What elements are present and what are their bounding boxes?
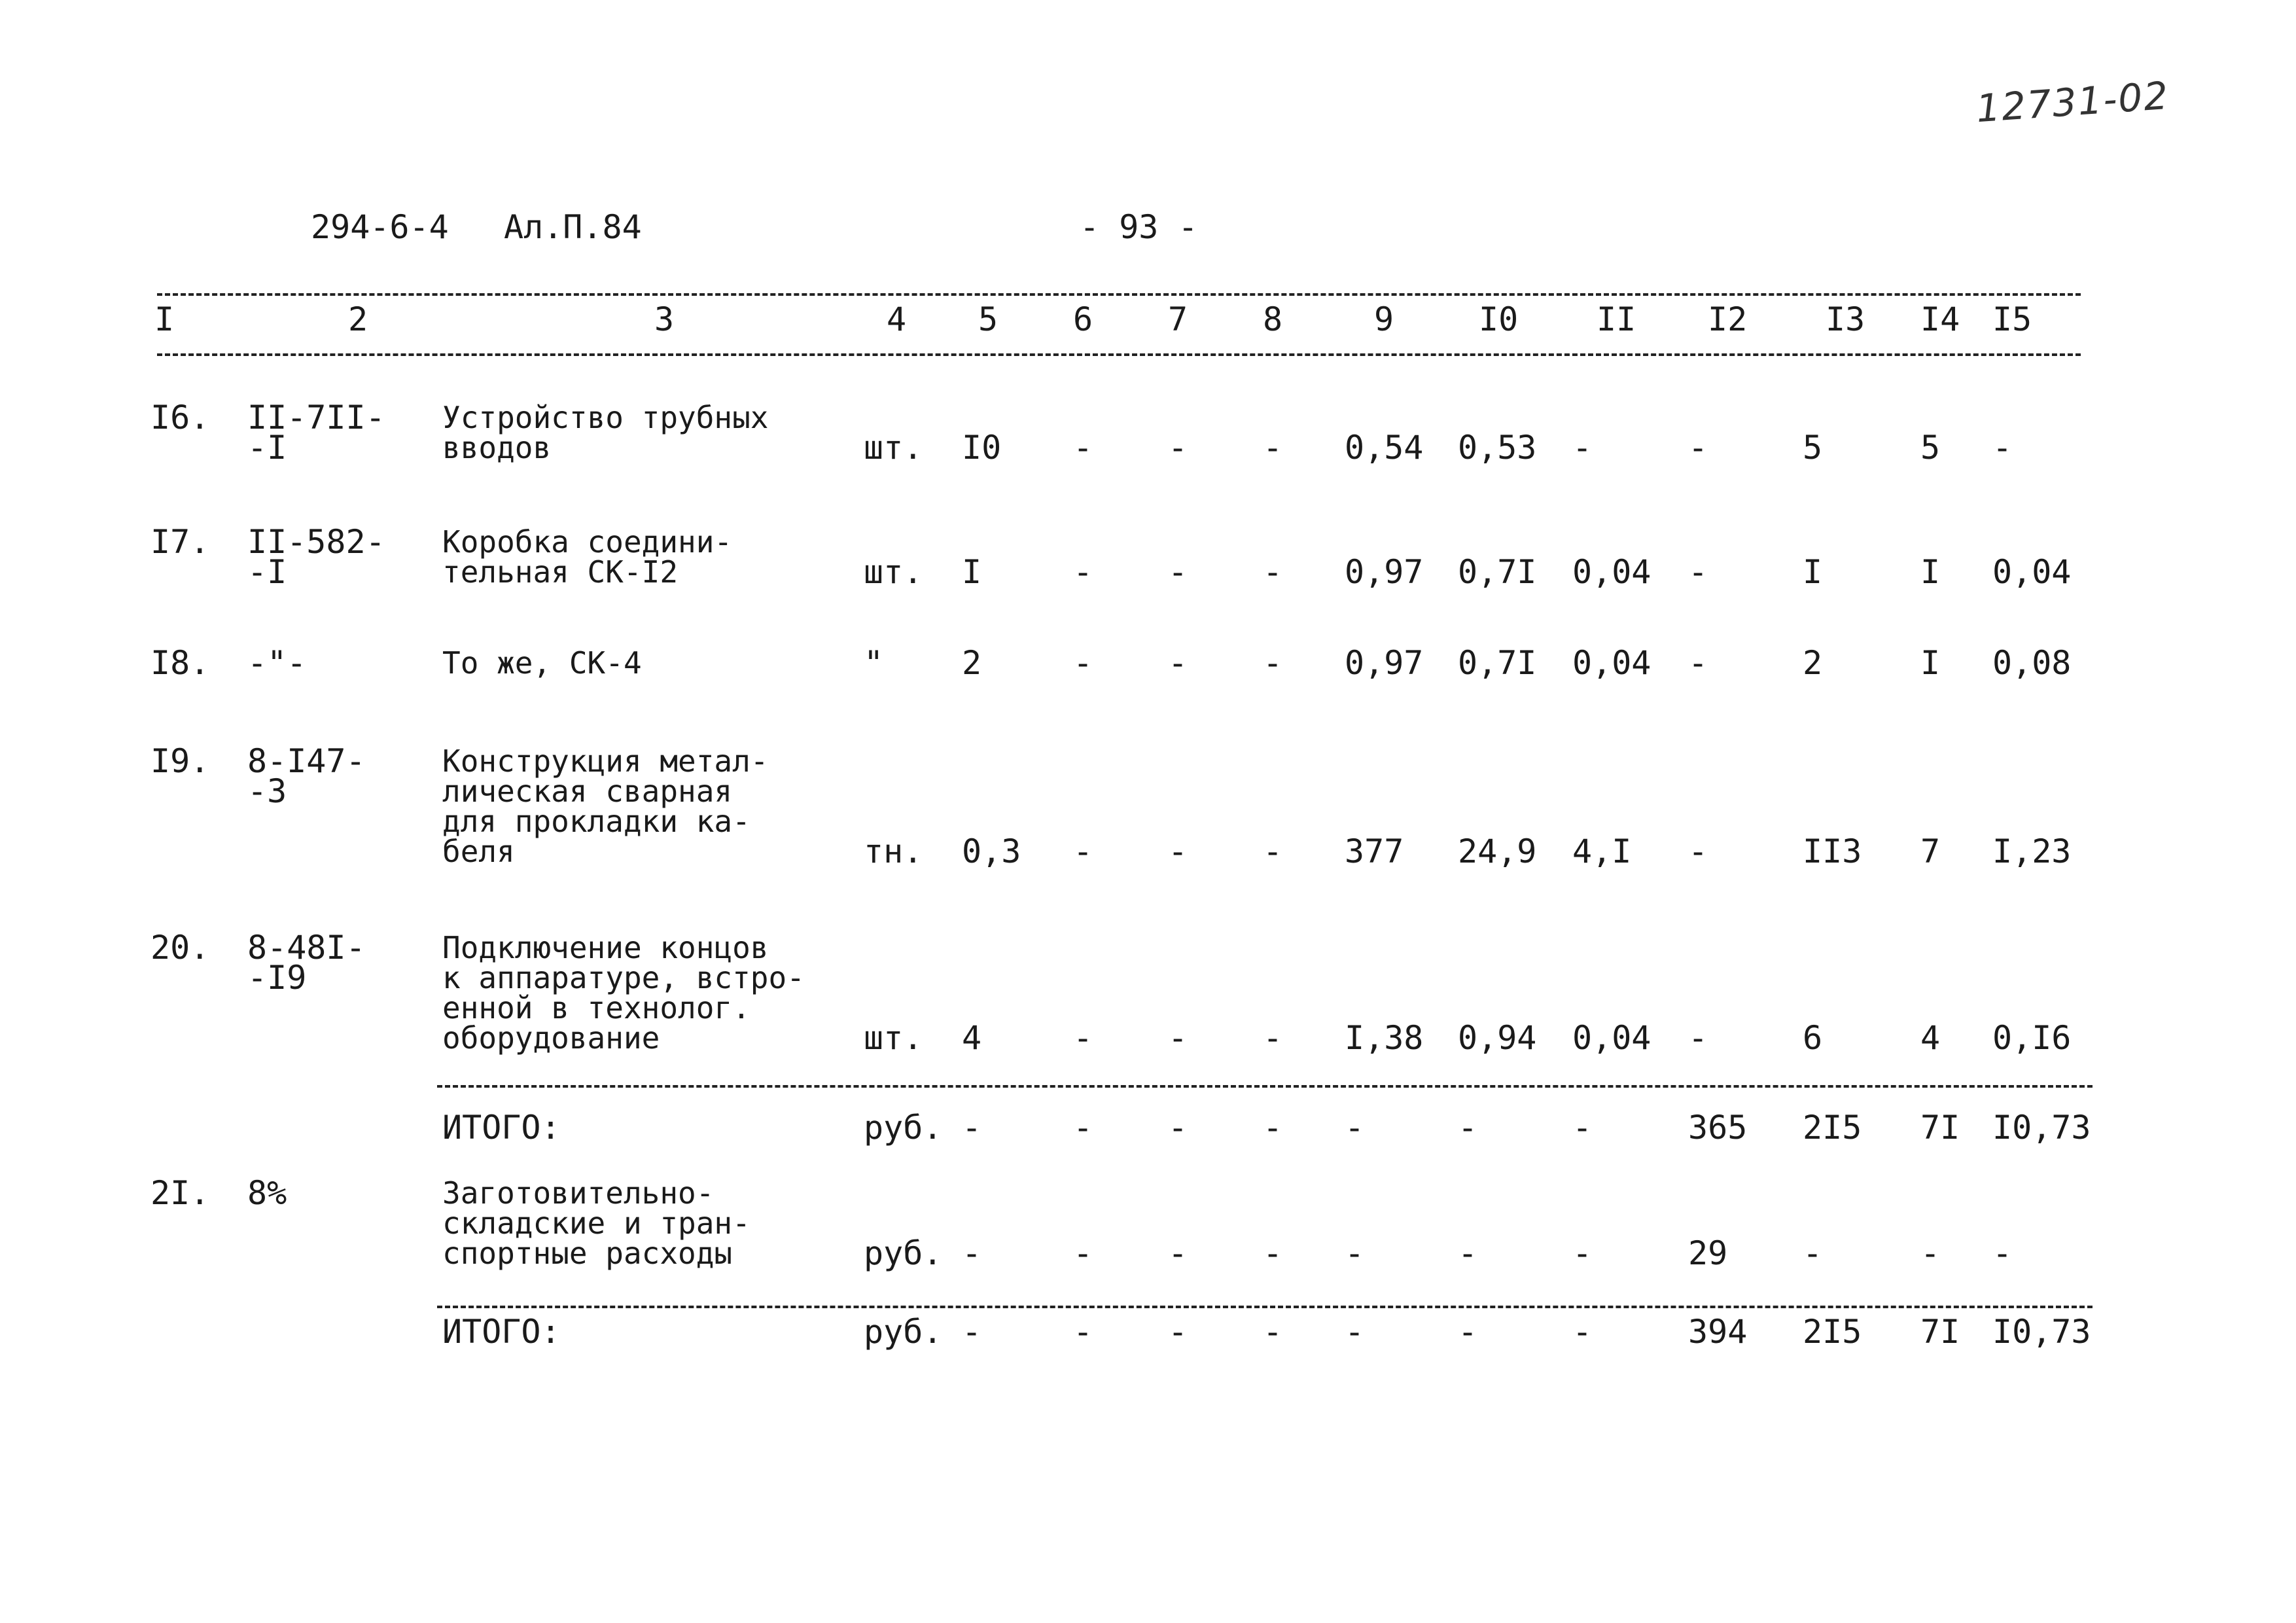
row-value: 7	[1920, 832, 1941, 870]
column-header: 2	[348, 300, 368, 338]
row-value: -	[1345, 1234, 1365, 1272]
table-top-rule	[157, 293, 2081, 296]
handwritten-document-number: 12731-02	[1974, 73, 2171, 132]
subtotal-label: ИТОГО:	[442, 1109, 561, 1147]
row-unit: руб.	[864, 1313, 943, 1351]
column-header: 3	[654, 300, 675, 338]
row-value: -	[1263, 1109, 1283, 1147]
row-value: -	[1572, 1234, 1593, 1272]
row-value: -	[1920, 1234, 1941, 1272]
row-value: 0,04	[1572, 644, 1651, 682]
row-value: -	[1073, 832, 1093, 870]
row-code: II-7II- -I	[247, 399, 385, 467]
column-header: 7	[1168, 300, 1188, 338]
row-value: -	[1572, 429, 1593, 467]
row-value: -	[1263, 832, 1283, 870]
row-value: I,23	[1992, 832, 2072, 870]
row-value: 0,08	[1992, 644, 2072, 682]
row-value: -	[1688, 553, 1708, 591]
row-value: 5	[1920, 429, 1941, 467]
header-code: 294-6-4	[311, 208, 449, 246]
row-value: -	[1688, 1019, 1708, 1057]
row-value: -	[1263, 553, 1283, 591]
column-header: 4	[887, 300, 907, 338]
row-value: -	[1073, 1109, 1093, 1147]
column-header: I2	[1708, 300, 1748, 338]
row-value: II3	[1803, 832, 1862, 870]
row-value: I0,73	[1992, 1313, 2091, 1351]
row-value: 7I	[1920, 1109, 1960, 1147]
row-unit: тн.	[864, 832, 923, 870]
row-value: -	[1803, 1234, 1823, 1272]
row-value: 0,7I	[1458, 553, 1537, 591]
subtotal-rule	[437, 1085, 2093, 1088]
row-description: Заготовительно- складские и тран- спортные расходы	[442, 1175, 751, 1271]
total-rule	[437, 1306, 2093, 1308]
row-number: 20.	[150, 929, 210, 967]
row-value: 0,97	[1345, 553, 1424, 591]
column-header: 5	[978, 300, 998, 338]
row-unit: руб.	[864, 1234, 943, 1272]
column-header: I5	[1992, 300, 2032, 338]
row-value: 0,94	[1458, 1019, 1537, 1057]
column-header: 9	[1374, 300, 1394, 338]
row-value: I	[1803, 553, 1823, 591]
row-number: I9.	[150, 742, 210, 780]
row-value: -	[962, 1313, 982, 1351]
column-header: I0	[1479, 300, 1519, 338]
row-code: 8-48I- -I9	[247, 929, 366, 997]
row-value: 4,I	[1572, 832, 1632, 870]
row-code: II-582- -I	[247, 523, 385, 591]
column-header: 8	[1263, 300, 1283, 338]
column-header: II	[1597, 300, 1636, 338]
row-value: -	[1992, 429, 2013, 467]
row-number: 2I.	[150, 1174, 210, 1212]
row-value: -	[1168, 1313, 1188, 1351]
row-code: -"-	[247, 644, 307, 682]
row-unit: "	[864, 644, 884, 682]
row-value: -	[1263, 1019, 1283, 1057]
total-label: ИТОГО:	[442, 1313, 561, 1351]
row-unit: руб.	[864, 1109, 943, 1147]
row-value: -	[1073, 644, 1093, 682]
row-code: 8-I47- -3	[247, 742, 366, 810]
row-value: -	[1572, 1109, 1593, 1147]
row-value: 0,54	[1345, 429, 1424, 467]
row-value: I	[1920, 553, 1941, 591]
row-value: 0,I6	[1992, 1019, 2072, 1057]
row-value: -	[1458, 1313, 1478, 1351]
column-header-rule	[157, 353, 2081, 356]
row-description: Конструкция метал- лическая сварная для прокладки ка- беля	[442, 743, 769, 869]
row-value: -	[1263, 429, 1283, 467]
row-value: -	[1345, 1109, 1365, 1147]
row-value: 4	[1920, 1019, 1941, 1057]
column-header: 6	[1073, 300, 1093, 338]
row-code: 8%	[247, 1174, 287, 1212]
row-value: -	[1688, 832, 1708, 870]
row-value: 0,04	[1992, 553, 2072, 591]
row-value: -	[962, 1109, 982, 1147]
row-description: То же, СК-4	[442, 645, 642, 681]
row-value: 0,7I	[1458, 644, 1537, 682]
row-value: -	[1168, 832, 1188, 870]
row-value: -	[1168, 429, 1188, 467]
row-number: I7.	[150, 523, 210, 561]
row-value: -	[1458, 1234, 1478, 1272]
row-value: 6	[1803, 1019, 1823, 1057]
row-value: 2I5	[1803, 1109, 1862, 1147]
row-description: Коробка соедини- тельная СК-I2	[442, 524, 733, 590]
row-value: 2I5	[1803, 1313, 1862, 1351]
header-album: Ал.П.84	[504, 208, 642, 246]
row-value: 0,04	[1572, 1019, 1651, 1057]
row-value: -	[1263, 1313, 1283, 1351]
row-value: 29	[1688, 1234, 1728, 1272]
row-value: I0	[962, 429, 1002, 467]
row-value: -	[1073, 1019, 1093, 1057]
row-value: -	[1992, 1234, 2013, 1272]
row-value: 0,97	[1345, 644, 1424, 682]
row-value: I,38	[1345, 1019, 1424, 1057]
row-value: -	[1073, 1234, 1093, 1272]
column-header: I4	[1920, 300, 1960, 338]
row-value: 377	[1345, 832, 1404, 870]
column-header: I3	[1826, 300, 1865, 338]
row-number: I6.	[150, 399, 210, 437]
row-number: I8.	[150, 644, 210, 682]
row-value: -	[1168, 1019, 1188, 1057]
row-value: 0,04	[1572, 553, 1651, 591]
row-unit: шт.	[864, 553, 923, 591]
row-unit: шт.	[864, 1019, 923, 1057]
row-value: -	[1168, 644, 1188, 682]
row-value: I	[1920, 644, 1941, 682]
row-value: 365	[1688, 1109, 1748, 1147]
row-description: Подключение концов к аппаратуре, встро- енной в технолог. оборудование	[442, 930, 805, 1056]
row-value: 0,3	[962, 832, 1021, 870]
row-value: 24,9	[1458, 832, 1537, 870]
row-value: -	[1168, 553, 1188, 591]
row-value: -	[1168, 1234, 1188, 1272]
row-value: -	[1688, 429, 1708, 467]
row-value: 7I	[1920, 1313, 1960, 1351]
row-value: I0,73	[1992, 1109, 2091, 1147]
row-value: -	[1168, 1109, 1188, 1147]
row-value: 2	[962, 644, 982, 682]
page-number: - 93 -	[1080, 208, 1198, 246]
row-value: -	[1572, 1313, 1593, 1351]
row-value: 2	[1803, 644, 1823, 682]
row-value: -	[1458, 1109, 1478, 1147]
row-value: -	[1345, 1313, 1365, 1351]
row-value: -	[1073, 1313, 1093, 1351]
row-value: 5	[1803, 429, 1823, 467]
row-description: Устройство трубных вводов	[442, 400, 769, 465]
row-value: -	[1263, 644, 1283, 682]
row-value: I	[962, 553, 982, 591]
row-unit: шт.	[864, 429, 923, 467]
column-header: I	[154, 300, 175, 338]
row-value: 394	[1688, 1313, 1748, 1351]
row-value: 0,53	[1458, 429, 1537, 467]
row-value: -	[962, 1234, 982, 1272]
row-value: -	[1263, 1234, 1283, 1272]
row-value: 4	[962, 1019, 982, 1057]
row-value: -	[1688, 644, 1708, 682]
row-value: -	[1073, 553, 1093, 591]
row-value: -	[1073, 429, 1093, 467]
